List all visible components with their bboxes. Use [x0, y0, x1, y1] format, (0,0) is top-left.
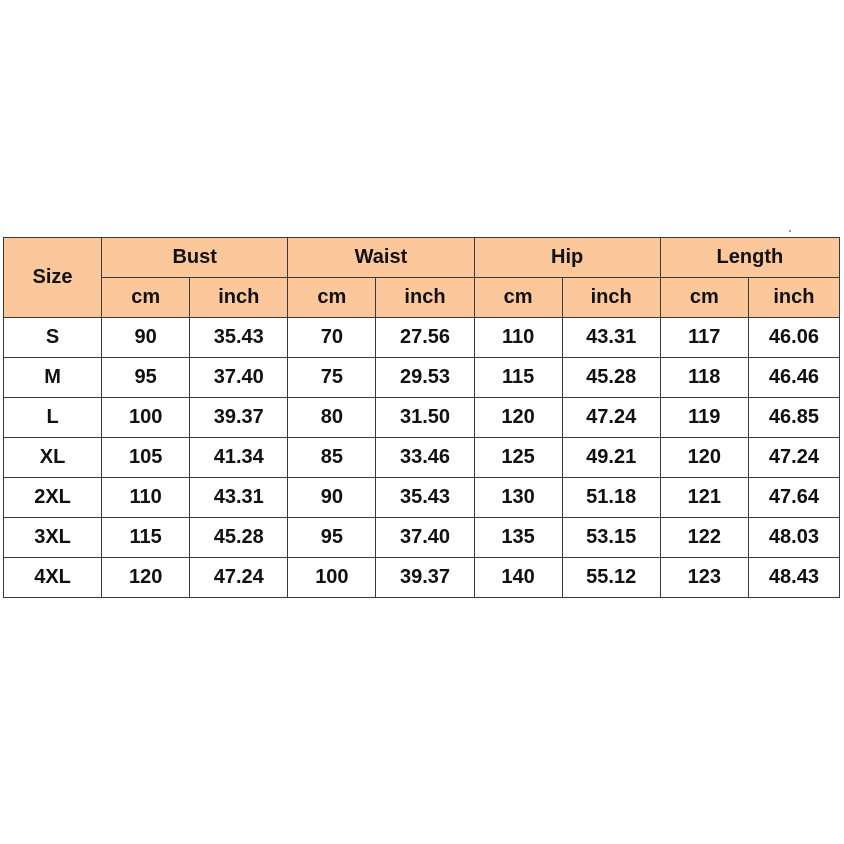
measurement-cell: 95: [288, 518, 376, 558]
bust-header: Bust: [102, 238, 288, 278]
unit-header: cm: [288, 278, 376, 318]
measurement-cell: 121: [660, 478, 748, 518]
unit-header: cm: [660, 278, 748, 318]
measurement-cell: 51.18: [562, 478, 660, 518]
table-row: [4, 558, 840, 598]
length-header: Length: [660, 238, 839, 278]
measurement-cell: 117: [660, 318, 748, 358]
header-row-units: [4, 278, 840, 318]
measurement-cell: 35.43: [190, 318, 288, 358]
measurement-cell: 39.37: [376, 558, 474, 598]
measurement-cell: 31.50: [376, 398, 474, 438]
measurement-cell: 125: [474, 438, 562, 478]
measurement-cell: 35.43: [376, 478, 474, 518]
measurement-cell: 119: [660, 398, 748, 438]
measurement-cell: 46.46: [748, 358, 839, 398]
stray-dot: [789, 230, 791, 232]
measurement-cell: 80: [288, 398, 376, 438]
measurement-cell: 85: [288, 438, 376, 478]
measurement-cell: 43.31: [562, 318, 660, 358]
measurement-cell: 48.43: [748, 558, 839, 598]
size-cell: S: [4, 318, 102, 358]
measurement-cell: 75: [288, 358, 376, 398]
unit-header: inch: [562, 278, 660, 318]
table-row: [4, 518, 840, 558]
measurement-cell: 122: [660, 518, 748, 558]
measurement-cell: 120: [660, 438, 748, 478]
measurement-cell: 29.53: [376, 358, 474, 398]
table-row: [4, 318, 840, 358]
size-header: Size: [4, 238, 102, 318]
measurement-cell: 115: [102, 518, 190, 558]
hip-header: Hip: [474, 238, 660, 278]
measurement-cell: 49.21: [562, 438, 660, 478]
measurement-cell: 105: [102, 438, 190, 478]
measurement-cell: 70: [288, 318, 376, 358]
unit-header: inch: [376, 278, 474, 318]
measurement-cell: 37.40: [190, 358, 288, 398]
table-row: [4, 358, 840, 398]
unit-header: inch: [190, 278, 288, 318]
measurement-cell: 45.28: [562, 358, 660, 398]
waist-header: Waist: [288, 238, 474, 278]
measurement-cell: 47.24: [748, 438, 839, 478]
measurement-cell: 118: [660, 358, 748, 398]
measurement-cell: 90: [288, 478, 376, 518]
unit-header: cm: [102, 278, 190, 318]
measurement-cell: 100: [288, 558, 376, 598]
table-row: [4, 438, 840, 478]
measurement-cell: 47.64: [748, 478, 839, 518]
measurement-cell: 100: [102, 398, 190, 438]
measurement-cell: 37.40: [376, 518, 474, 558]
measurement-cell: 115: [474, 358, 562, 398]
size-chart-table: [3, 237, 840, 598]
measurement-cell: 90: [102, 318, 190, 358]
size-cell: 2XL: [4, 478, 102, 518]
size-cell: 3XL: [4, 518, 102, 558]
size-cell: L: [4, 398, 102, 438]
size-cell: XL: [4, 438, 102, 478]
measurement-cell: 27.56: [376, 318, 474, 358]
measurement-cell: 46.85: [748, 398, 839, 438]
measurement-cell: 110: [102, 478, 190, 518]
measurement-cell: 130: [474, 478, 562, 518]
table-row: [4, 478, 840, 518]
measurement-cell: 55.12: [562, 558, 660, 598]
measurement-cell: 39.37: [190, 398, 288, 438]
measurement-cell: 140: [474, 558, 562, 598]
measurement-cell: 33.46: [376, 438, 474, 478]
header-row-groups: [4, 238, 840, 278]
measurement-cell: 43.31: [190, 478, 288, 518]
measurement-cell: 53.15: [562, 518, 660, 558]
measurement-cell: 95: [102, 358, 190, 398]
measurement-cell: 123: [660, 558, 748, 598]
size-chart-body: [4, 318, 840, 598]
unit-header: cm: [474, 278, 562, 318]
size-cell: 4XL: [4, 558, 102, 598]
size-cell: M: [4, 358, 102, 398]
measurement-cell: 135: [474, 518, 562, 558]
measurement-cell: 48.03: [748, 518, 839, 558]
measurement-cell: 120: [102, 558, 190, 598]
measurement-cell: 41.34: [190, 438, 288, 478]
measurement-cell: 110: [474, 318, 562, 358]
measurement-cell: 47.24: [190, 558, 288, 598]
table-row: [4, 398, 840, 438]
measurement-cell: 47.24: [562, 398, 660, 438]
unit-header: inch: [748, 278, 839, 318]
measurement-cell: 46.06: [748, 318, 839, 358]
measurement-cell: 45.28: [190, 518, 288, 558]
measurement-cell: 120: [474, 398, 562, 438]
size-chart: [3, 237, 840, 598]
